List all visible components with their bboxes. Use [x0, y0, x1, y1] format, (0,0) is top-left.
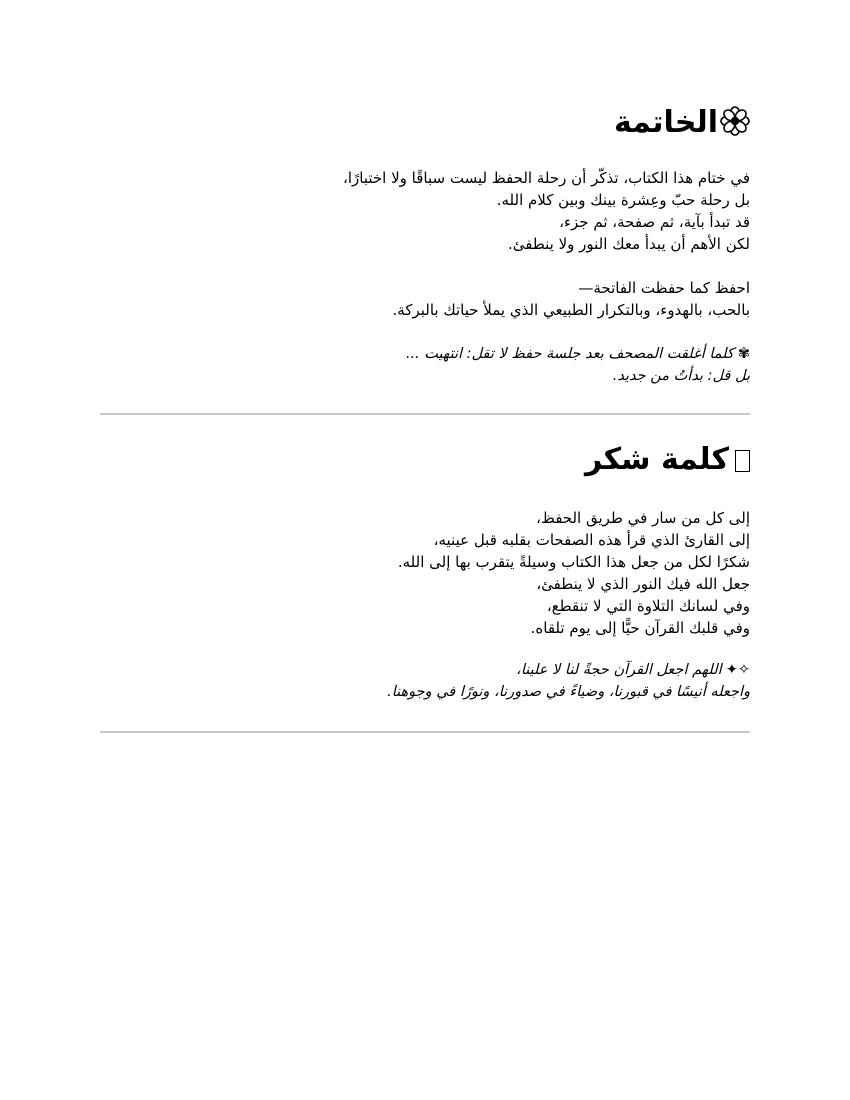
text-line: في ختام هذا الكتاب، تذكّر أن رحلة الحفظ ليست سباقًا ولا اختبارًا،	[343, 169, 750, 187]
quote-line	[100, 659, 750, 681]
conclusion-quote	[100, 343, 750, 387]
text-line: بل رحلة حبّ وعِشرة بينك وبين كلام الله.	[496, 191, 750, 209]
quote-line	[100, 343, 750, 365]
flower-icon	[720, 103, 750, 143]
text-line: وفي قلبك القرآن حيًّا إلى يوم تلقاه.	[530, 619, 750, 637]
text-line: بالحب، بالهدوء، وبالتكرار الطبيعي الذي يملأ حياتك بالبركة.	[392, 301, 750, 319]
sparkle-icon: ✧✦	[725, 662, 750, 678]
thanks-quote	[100, 659, 750, 703]
quote-text: اللهم اجعل القرآن حجةً لنا لا علينا،	[516, 662, 722, 678]
conclusion-paragraph-2	[100, 277, 750, 321]
text-line: إلى القارئ الذي قرأ هذه الصفحات بقلبه قبل عينيه،	[433, 531, 750, 549]
text-line: وفي لسانك التلاوة التي لا تنقطع،	[546, 597, 750, 615]
conclusion-paragraph-1	[100, 167, 750, 255]
quote-line: واجعله أنيسًا في قبورنا، وضياءً في صدورنا، ونورًا في وجوهنا.	[387, 684, 750, 700]
text-line: شكرًا لكل من جعل هذا الكتاب وسيلةً يتقرب بها إلى الله.	[397, 553, 750, 571]
text-line: احفظ كما حفظت الفاتحة—	[578, 279, 750, 297]
quote-text: كلما أغلقت المصحف بعد جلسة حفظ لا تقل: انتهيت ...	[405, 346, 734, 362]
page	[100, 100, 750, 733]
flower-glyph-icon: ✾	[737, 346, 750, 362]
section-divider	[100, 731, 750, 733]
thanks-heading	[100, 440, 750, 480]
thanks-title: كلمة شكر	[584, 442, 729, 477]
text-line: لكن الأهم أن يبدأ معك النور ولا ينطفئ.	[507, 235, 750, 253]
text-line: جعل الله فيك النور الذي لا ينطفئ،	[536, 575, 750, 593]
quote-line: بل قل: بدأتُ من جديد.	[612, 368, 750, 384]
thanks-paragraph	[100, 507, 750, 639]
section-divider	[100, 413, 750, 415]
conclusion-title: الخاتمة	[613, 105, 718, 140]
text-line: قد تبدأ بآية، ثم صفحة، ثم جزء،	[559, 213, 750, 231]
box-icon	[735, 450, 750, 472]
text-line: إلى كل من سار في طريق الحفظ،	[536, 509, 750, 527]
conclusion-heading	[100, 103, 750, 143]
